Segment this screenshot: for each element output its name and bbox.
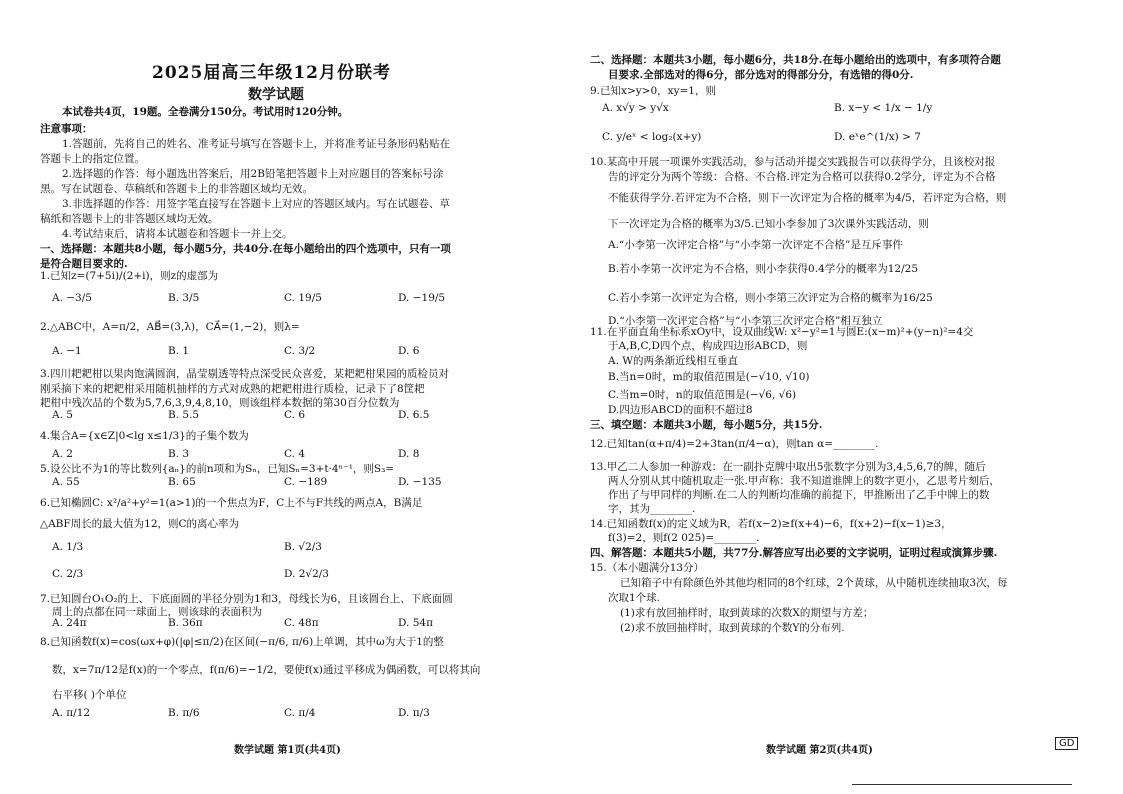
q15-line1: 15.（本小题满分13分） [590,562,705,574]
q2-option-c: C. 3/2 [284,345,316,357]
q14-line1: 14.已知函数f(x)的定义域为R，若f(x−2)≥f(x+4)−6，f(x+2)−f(x−1)≥3， [590,518,952,530]
q6-line1: 6.已知椭圆C: x²/a²+y²=1(a>1)的一个焦点为F，C上不与F共线的两点A，B满足 [40,497,423,509]
q3-option-a: A. 5 [52,409,73,421]
bottom-rule [852,784,1072,785]
q5-option-c: C. −189 [284,476,328,488]
q6-option-b: B. √2/3 [284,541,322,553]
q15-line3: 次取1个球. [608,592,661,604]
notes-heading: 注意事项： [40,123,93,135]
q8-line2: 数，x=7π/12是f(x)的一个零点，f(π/6)=−1/2，要使f(x)通过平移成为偶函数，可以将其向 [52,664,481,676]
q15-line4: (1)求有放回抽样时，取到黄球的次数X的期望与方差； [620,607,874,619]
q13-line2: 两人分别从其中随机取走一张.甲声称：我不知道谁牌上的数字更小，乙思考片刻后， [608,475,1000,487]
exam-title: 2025届高三年级12月份联考 [152,63,391,83]
q5-stem: 5.设公比不为1的等比数列{aₙ}的前n项和为Sₙ，已知Sₙ=3+t·4ⁿ⁻¹，则S₃= [40,463,395,475]
q4-stem: 4.集合A={x∈Z|0<lg x≤1/3}的子集个数为 [40,430,249,442]
q9-stem: 9.已知x>y>0，xy=1，则 [590,85,716,97]
q7-option-a: A. 24π [52,617,87,629]
q1-option-b: B. 3/5 [168,292,200,304]
note-1b: 答题卡上的指定位置。 [40,153,145,165]
q3-option-b: B. 5.5 [168,409,200,421]
subject-title: 数学试题 [248,87,304,103]
q10-line3: 不能获得学分.若评定为不合格，则下一次评定为合格的概率为4/5，若评定为合格，则 [608,192,1007,204]
q11-line2: 于A,B,C,D四个点，构成四边形ABCD，则 [608,340,808,352]
q10-option-d: D.“小李第一次评定合格”与“小李第三次评定合格”相互独立 [608,315,883,327]
section-3: 三、填空题：本题共3小题，每小题5分，共15分. [590,419,823,431]
q11-line1: 11.在平面直角坐标系xOy中，设双曲线W: x²−y²=1与圆E:(x−m)²+(y−n)²=4交 [590,326,974,338]
q12-stem: 12.已知tan(α+π/4)=2+3tan(π/4−α)，则tan α=________. [590,438,879,450]
q8-option-b: B. π/6 [168,707,200,719]
q11-option-c: C.当m=0时，n的取值范围是(−√6, √6) [608,389,797,401]
q10-line2: 告的评定分为两个等级：合格、不合格.评定为合格可以获得0.2学分，评定为不合格 [608,171,996,183]
q1-option-a: A. −3/5 [52,292,92,304]
section-2-line2: 目要求.全部选对的得6分，部分选对的得部分分，有选错的得0分. [608,69,914,81]
q4-option-d: D. 8 [398,448,420,460]
q4-option-b: B. 3 [168,448,190,460]
q14-line2: f(3)=2，则f(2 025)=________. [608,532,760,544]
q8-line1: 8.已知函数f(x)=cos(ωx+φ)(|φ|≤π/2)在区间(−π/6, π/6)上单调，其中ω为大于1的整 [40,636,444,648]
q2-option-d: D. 6 [398,345,420,357]
q4-option-c: C. 4 [284,448,306,460]
q9-option-b: B. x−y < 1/x − 1/y [834,102,933,114]
note-3b: 稿纸和答题卡上的非答题区域均无效。 [40,213,219,225]
q13-line1: 13.甲乙二人参加一种游戏：在一副扑克牌中取出5张数字分别为3,4,5,6,7的牌，随后 [590,461,986,473]
q7-option-b: B. 36π [168,617,203,629]
edition-badge: GD [1055,737,1078,750]
note-1a: 1.答题前，先将自己的姓名、准考证号填写在答题卡上，并将准考证号条形码粘贴在 [62,138,451,150]
q15-line2: 已知箱子中有除颜色外其他均相同的8个红球，2个黄球，从中随机连续抽取3次，每 [620,577,1008,589]
exam-info: 本试卷共4页，19题。全卷满分150分。考试用时120分钟。 [62,106,349,118]
q11-option-a: A. W的两条渐近线相互垂直 [608,355,739,367]
q2-option-b: B. 1 [168,345,190,357]
page-2 [562,0,1123,794]
q2-stem: 2.△ABC中，A=π/2，AB⃗=(3,λ)，CA⃗=(1,−2)，则λ= [40,321,300,333]
q4-option-a: A. 2 [52,448,73,460]
q6-option-a: A. 1/3 [52,541,84,553]
q5-option-d: D. −135 [398,476,442,488]
q2-option-a: A. −1 [52,345,82,357]
page-2-footer: 数学试题 第2页(共4页) [766,745,873,756]
q3-option-d: D. 6.5 [398,409,430,421]
note-4: 4.考试结束后，请将本试题卷和答题卡一并上交。 [62,228,293,240]
q1-option-c: C. 19/5 [284,292,322,304]
q8-option-d: D. π/3 [398,707,430,719]
q7-line1: 7.已知圆台O₁O₂的上、下底面圆的半径分别为1和3，母线长为6，且该圆台上、下底面圆 [40,593,453,605]
q1-stem: 1.已知z=(7+5i)/(2+i)，则z的虚部为 [40,270,219,282]
q9-option-c: C. y/eˣ < log₂(x+y) [602,131,702,143]
section-1-line1: 一、选择题：本题共8小题，每小题5分，共40分.在每小题给出的四个选项中，只有一项 [40,243,451,255]
note-2b: 黑。写在试题卷、草稿纸和答题卡上的非答题区域均无效。 [40,183,313,195]
note-3a: 3.非选择题的作答：用签字笔直接写在答题卡上对应的答题区域内。写在试题卷、草 [62,198,451,210]
q8-option-a: A. π/12 [52,707,91,719]
q7-option-d: D. 54π [398,617,433,629]
q6-line2: △ABF周长的最大值为12，则C的离心率为 [40,518,240,530]
q7-option-c: C. 48π [284,617,319,629]
q6-option-d: D. 2√2/3 [284,568,329,580]
q10-line1: 10.某高中开展一项课外实践活动，参与活动并提交实践报告可以获得学分，且该校对报 [590,156,996,168]
q13-line4: 字，其为________. [608,503,696,515]
page-1-footer: 数学试题 第1页(共4页) [234,745,341,756]
q3-option-c: C. 6 [284,409,306,421]
section-2-line1: 二、选择题：本题共3小题，每小题6分，共18分.在每小题给出的选项中，有多项符合题 [590,54,1001,66]
q3-line2: 刚采摘下来的耙耙柑采用随机抽样的方式对成熟的耙耙柑进行质检，记录下了8筐耙 [40,383,425,395]
q3-line3: 耙柑中残次品的个数为5,7,6,3,9,4,8,10，则该组样本数据的第30百分位数为 [40,397,400,409]
q8-option-c: C. π/4 [284,707,316,719]
section-1-line2: 是符合题目要求的. [40,258,128,270]
page-1 [0,0,560,794]
q9-option-d: D. eˣe^(1/x) > 7 [834,131,921,143]
q6-option-c: C. 2/3 [52,568,84,580]
q15-line5: (2)求不放回抽样时，取到黄球的个数Y的分布列. [620,622,845,634]
q5-option-b: B. 65 [168,476,196,488]
q10-option-b: B.若小李第一次评定为不合格，则小李获得0.4学分的概率为12/25 [608,263,919,275]
section-4: 四、解答题：本题共5小题，共77分.解答应写出必要的文字说明，证明过程或演算步骤. [590,547,998,559]
q11-option-b: B.当n=0时，m的取值范围是(−√10, √10) [608,371,810,383]
q1-option-d: D. −19/5 [398,292,446,304]
q8-line3: 右平移( )个单位 [52,689,127,701]
q3-line1: 3.四川耙耙柑以果肉饱满圆润，晶莹剔透等特点深受民众喜爱，某耙耙柑果园的质检员对 [40,368,450,380]
q10-line4: 下一次评定为合格的概率为3/5.已知小李参加了3次课外实践活动，则 [608,218,929,230]
q10-option-a: A.“小李第一次评定合格”与“小李第一次评定不合格”是互斥事件 [608,239,903,251]
q10-option-c: C.若小李第一次评定为合格，则小李第三次评定为合格的概率为16/25 [608,292,933,304]
q13-line3: 作出了与甲同样的判断.在二人的判断均准确的前提下，甲推断出了乙手中牌上的数 [608,489,990,501]
q5-option-a: A. 55 [52,476,80,488]
note-2a: 2.选择题的作答：每小题选出答案后，用2B铅笔把答题卡上对应题目的答案标号涂 [62,168,444,180]
q7-line2: 周上的点都在同一球面上，则该球的表面积为 [52,606,262,618]
q11-option-d: D.四边形ABCD的面积不超过8 [608,404,753,416]
q9-option-a: A. x√y > y√x [602,102,669,114]
